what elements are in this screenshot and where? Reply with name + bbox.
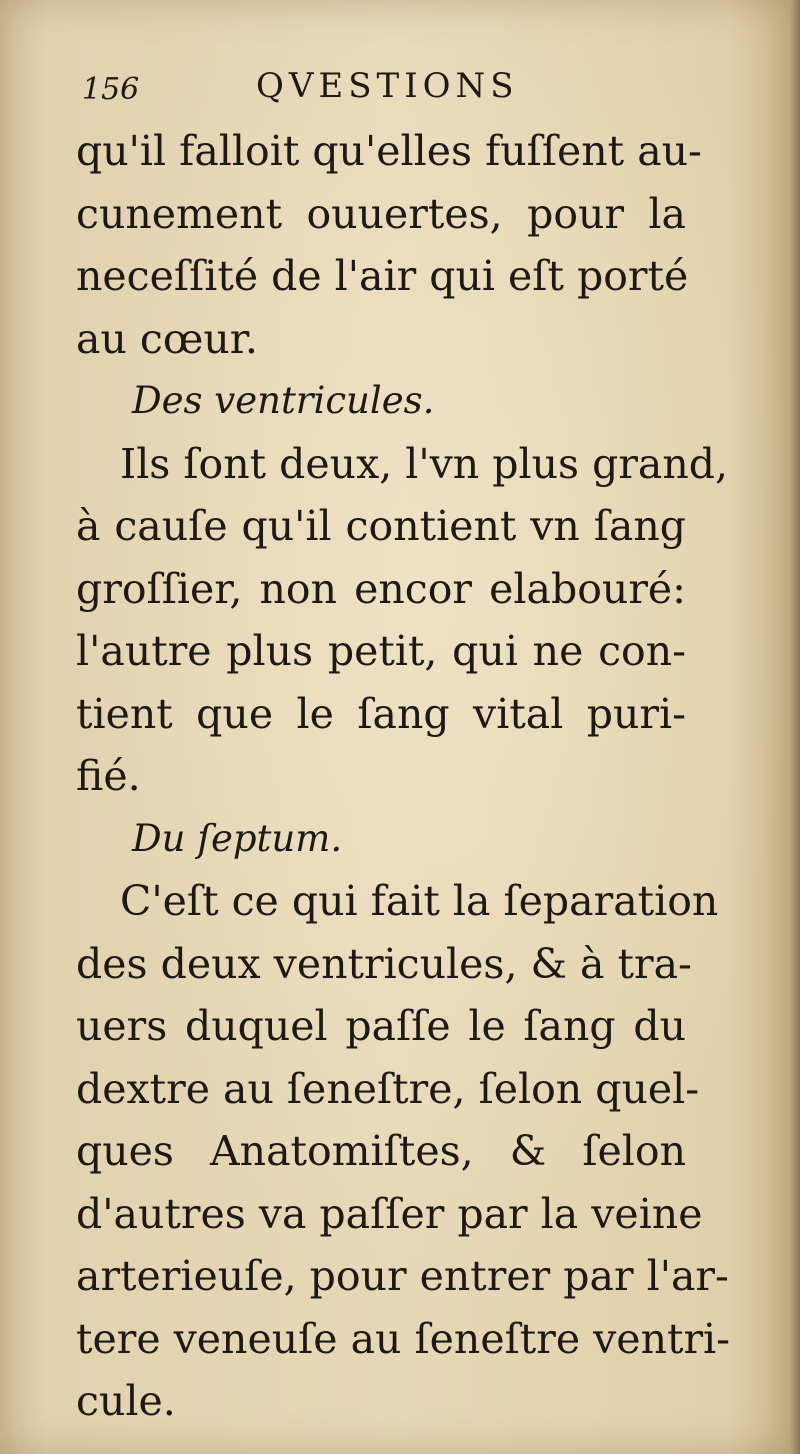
text-line: cule. [76, 1377, 176, 1425]
text-line: tient que le ſang vital puri- [76, 689, 686, 738]
text-line: au cœur. [76, 314, 258, 363]
text-line: Ils ſont deux, l'vn plus grand, [120, 439, 729, 488]
paragraph-3 [76, 870, 731, 1433]
text-line: à cauſe qu'il contient vn ſang [76, 502, 686, 550]
text-line: d'autres va paſſer par la veine [76, 1189, 703, 1238]
text-line: dextre au ſeneſtre, ſelon quel- [76, 1064, 700, 1113]
text-line: qu'il falloit qu'elles fuſſent au- [76, 127, 702, 175]
text-line: ques Anatomiſtes, & ſelon [76, 1127, 686, 1175]
text-line: des deux ventricules, & à tra- [76, 939, 692, 988]
text-line: fié. [76, 752, 141, 800]
text-line: neceſſité de l'air qui eſt porté [76, 252, 689, 300]
page-edge [790, 0, 800, 1454]
page-number: 156 [82, 72, 140, 107]
section-heading-septum: Du ſeptum. [132, 816, 343, 860]
text-line: C'eſt ce qui fait la ſeparation [120, 877, 719, 925]
page-text-block [76, 58, 731, 1433]
paragraph-2 [76, 433, 729, 808]
text-line: arterieuſe, pour entrer par l'ar- [76, 1252, 729, 1300]
section-heading-ventricules: Des ventricules. [132, 379, 435, 422]
text-line: groſſier, non encor elabouré: [76, 564, 686, 613]
text-line: tere veneuſe au ſeneſtre ventri- [76, 1314, 731, 1363]
paragraph-1 [76, 120, 702, 370]
text-line: l'autre plus petit, qui ne con- [76, 627, 686, 675]
page-header [76, 58, 686, 120]
text-line: uers duquel paſſe le ſang du [76, 1002, 686, 1050]
text-line: cunement ouuertes, pour la [76, 189, 686, 238]
running-head: QVESTIONS [256, 66, 519, 106]
